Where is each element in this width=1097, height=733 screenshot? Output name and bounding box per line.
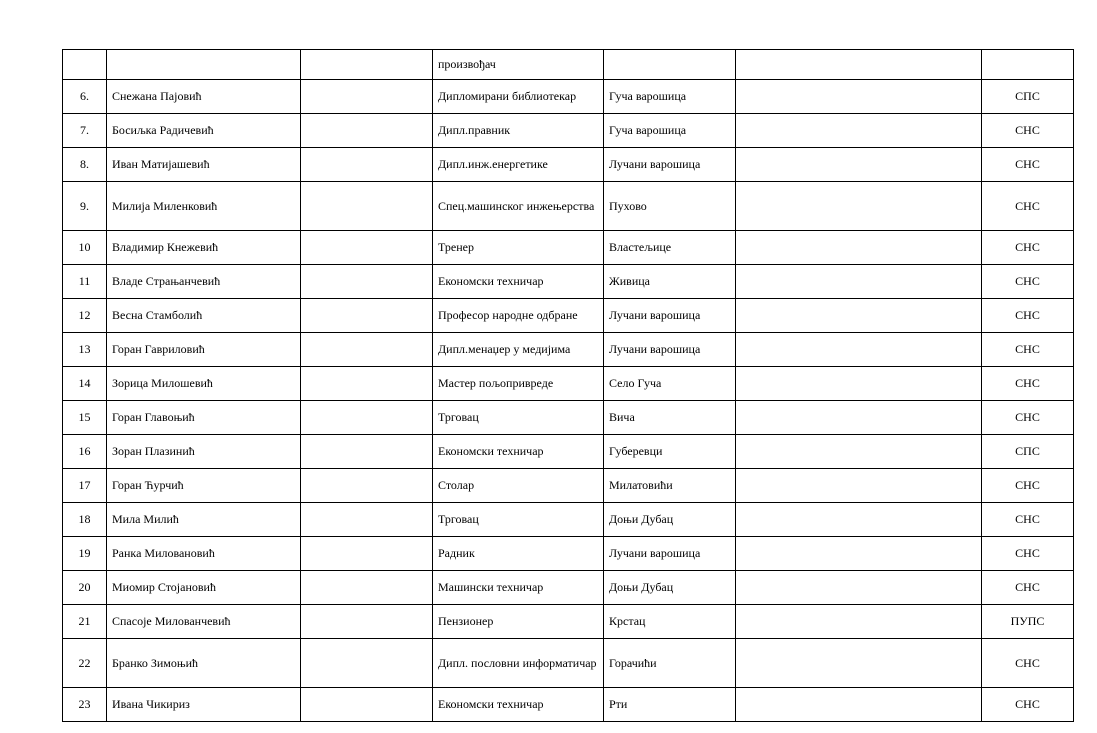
party-cell: СНС — [982, 265, 1074, 299]
occupation-cell: Трговац — [433, 503, 604, 537]
name-cell: Бранко Зимоњић — [107, 639, 301, 688]
occupation-cell: Дипломирани библиотекар — [433, 80, 604, 114]
party-cell: СПС — [982, 435, 1074, 469]
occupation-cell: Трговац — [433, 401, 604, 435]
table-row — [63, 50, 1074, 80]
place-cell: Пухово — [604, 182, 736, 231]
empty-cell — [736, 333, 982, 367]
place-cell — [604, 50, 736, 80]
row-number-cell: 18 — [63, 503, 107, 537]
place-cell: Живица — [604, 265, 736, 299]
empty-cell — [301, 688, 433, 722]
document-page — [62, 49, 1073, 722]
empty-cell — [301, 182, 433, 231]
empty-cell — [736, 182, 982, 231]
table-row — [63, 148, 1074, 182]
empty-cell — [301, 367, 433, 401]
name-cell — [107, 50, 301, 80]
place-cell: Лучани варошица — [604, 148, 736, 182]
party-cell: СНС — [982, 571, 1074, 605]
occupation-cell: Пензионер — [433, 605, 604, 639]
empty-cell — [736, 265, 982, 299]
table-row — [63, 469, 1074, 503]
empty-cell — [736, 299, 982, 333]
occupation-cell: Економски техничар — [433, 688, 604, 722]
name-cell: Горан Ћурчић — [107, 469, 301, 503]
party-cell: СНС — [982, 503, 1074, 537]
candidates-table — [62, 49, 1074, 722]
table-row — [63, 503, 1074, 537]
name-cell: Зоран Плазинић — [107, 435, 301, 469]
occupation-cell: Дипл.инж.енергетике — [433, 148, 604, 182]
row-number-cell: 20 — [63, 571, 107, 605]
empty-cell — [301, 299, 433, 333]
party-cell: СНС — [982, 639, 1074, 688]
table-row — [63, 605, 1074, 639]
row-number-cell: 8. — [63, 148, 107, 182]
empty-cell — [736, 50, 982, 80]
occupation-cell: Дипл.менаџер у медијима — [433, 333, 604, 367]
row-number-cell: 13 — [63, 333, 107, 367]
place-cell: Лучани варошица — [604, 333, 736, 367]
name-cell: Спасоје Милованчевић — [107, 605, 301, 639]
table-row — [63, 182, 1074, 231]
occupation-cell: Радник — [433, 537, 604, 571]
table-row — [63, 537, 1074, 571]
row-number-cell: 14 — [63, 367, 107, 401]
place-cell: Крстац — [604, 605, 736, 639]
empty-cell — [301, 80, 433, 114]
empty-cell — [736, 435, 982, 469]
empty-cell — [301, 639, 433, 688]
row-number-cell: 17 — [63, 469, 107, 503]
place-cell: Гуча варошица — [604, 80, 736, 114]
place-cell: Вича — [604, 401, 736, 435]
empty-cell — [736, 503, 982, 537]
name-cell: Милија Миленковић — [107, 182, 301, 231]
empty-cell — [736, 114, 982, 148]
party-cell: СНС — [982, 401, 1074, 435]
party-cell: СНС — [982, 182, 1074, 231]
table-row — [63, 401, 1074, 435]
empty-cell — [301, 148, 433, 182]
occupation-cell: Дипл. пословни информатичар — [433, 639, 604, 688]
empty-cell — [736, 605, 982, 639]
table-row — [63, 367, 1074, 401]
name-cell: Мила Милић — [107, 503, 301, 537]
party-cell — [982, 50, 1074, 80]
place-cell: Лучани варошица — [604, 537, 736, 571]
occupation-cell: Дипл.правник — [433, 114, 604, 148]
place-cell: Гуча варошица — [604, 114, 736, 148]
empty-cell — [736, 571, 982, 605]
empty-cell — [301, 333, 433, 367]
occupation-cell: Мастер пољопривреде — [433, 367, 604, 401]
occupation-cell: Економски техничар — [433, 435, 604, 469]
party-cell: СНС — [982, 333, 1074, 367]
empty-cell — [736, 367, 982, 401]
occupation-cell: произвођач — [433, 50, 604, 80]
occupation-cell: Машински техничар — [433, 571, 604, 605]
place-cell: Милатовићи — [604, 469, 736, 503]
row-number-cell: 6. — [63, 80, 107, 114]
table-row — [63, 688, 1074, 722]
occupation-cell: Професор народне одбране — [433, 299, 604, 333]
party-cell: СНС — [982, 537, 1074, 571]
place-cell: Рти — [604, 688, 736, 722]
row-number-cell: 19 — [63, 537, 107, 571]
row-number-cell: 22 — [63, 639, 107, 688]
empty-cell — [301, 605, 433, 639]
row-number-cell: 23 — [63, 688, 107, 722]
party-cell: СНС — [982, 299, 1074, 333]
empty-cell — [301, 50, 433, 80]
empty-cell — [301, 114, 433, 148]
occupation-cell: Спец.машинског инжењерства — [433, 182, 604, 231]
place-cell: Лучани варошица — [604, 299, 736, 333]
party-cell: СНС — [982, 148, 1074, 182]
occupation-cell: Тренер — [433, 231, 604, 265]
row-number-cell: 10 — [63, 231, 107, 265]
table-body — [63, 50, 1074, 722]
table-row — [63, 299, 1074, 333]
name-cell: Миомир Стојановић — [107, 571, 301, 605]
empty-cell — [301, 231, 433, 265]
name-cell: Снежана Пајовић — [107, 80, 301, 114]
place-cell: Село Гуча — [604, 367, 736, 401]
table-row — [63, 265, 1074, 299]
name-cell: Весна Стамболић — [107, 299, 301, 333]
party-cell: СНС — [982, 114, 1074, 148]
table-row — [63, 435, 1074, 469]
row-number-cell: 9. — [63, 182, 107, 231]
party-cell: ПУПС — [982, 605, 1074, 639]
empty-cell — [301, 503, 433, 537]
table-row — [63, 231, 1074, 265]
empty-cell — [301, 265, 433, 299]
place-cell: Горачићи — [604, 639, 736, 688]
name-cell: Горан Гавриловић — [107, 333, 301, 367]
party-cell: СНС — [982, 688, 1074, 722]
row-number-cell — [63, 50, 107, 80]
name-cell: Владимир Кнежевић — [107, 231, 301, 265]
occupation-cell: Столар — [433, 469, 604, 503]
name-cell: Горан Главоњић — [107, 401, 301, 435]
name-cell: Ивана Чикириз — [107, 688, 301, 722]
empty-cell — [736, 639, 982, 688]
empty-cell — [736, 80, 982, 114]
empty-cell — [301, 469, 433, 503]
place-cell: Доњи Дубац — [604, 571, 736, 605]
empty-cell — [301, 537, 433, 571]
row-number-cell: 16 — [63, 435, 107, 469]
table-row — [63, 114, 1074, 148]
table-row — [63, 571, 1074, 605]
place-cell: Властељице — [604, 231, 736, 265]
table-row — [63, 80, 1074, 114]
place-cell: Губеревци — [604, 435, 736, 469]
empty-cell — [301, 401, 433, 435]
name-cell: Зорица Милошевић — [107, 367, 301, 401]
place-cell: Доњи Дубац — [604, 503, 736, 537]
row-number-cell: 12 — [63, 299, 107, 333]
party-cell: СНС — [982, 231, 1074, 265]
name-cell: Владе Страњанчевић — [107, 265, 301, 299]
empty-cell — [736, 401, 982, 435]
table-row — [63, 639, 1074, 688]
occupation-cell: Економски техничар — [433, 265, 604, 299]
empty-cell — [301, 435, 433, 469]
party-cell: СПС — [982, 80, 1074, 114]
name-cell: Ранка Миловановић — [107, 537, 301, 571]
row-number-cell: 11 — [63, 265, 107, 299]
row-number-cell: 7. — [63, 114, 107, 148]
table-row — [63, 333, 1074, 367]
empty-cell — [301, 571, 433, 605]
row-number-cell: 15 — [63, 401, 107, 435]
name-cell: Босиљка Радичевић — [107, 114, 301, 148]
name-cell: Иван Матијашевић — [107, 148, 301, 182]
empty-cell — [736, 148, 982, 182]
party-cell: СНС — [982, 469, 1074, 503]
party-cell: СНС — [982, 367, 1074, 401]
empty-cell — [736, 469, 982, 503]
empty-cell — [736, 537, 982, 571]
empty-cell — [736, 231, 982, 265]
row-number-cell: 21 — [63, 605, 107, 639]
empty-cell — [736, 688, 982, 722]
